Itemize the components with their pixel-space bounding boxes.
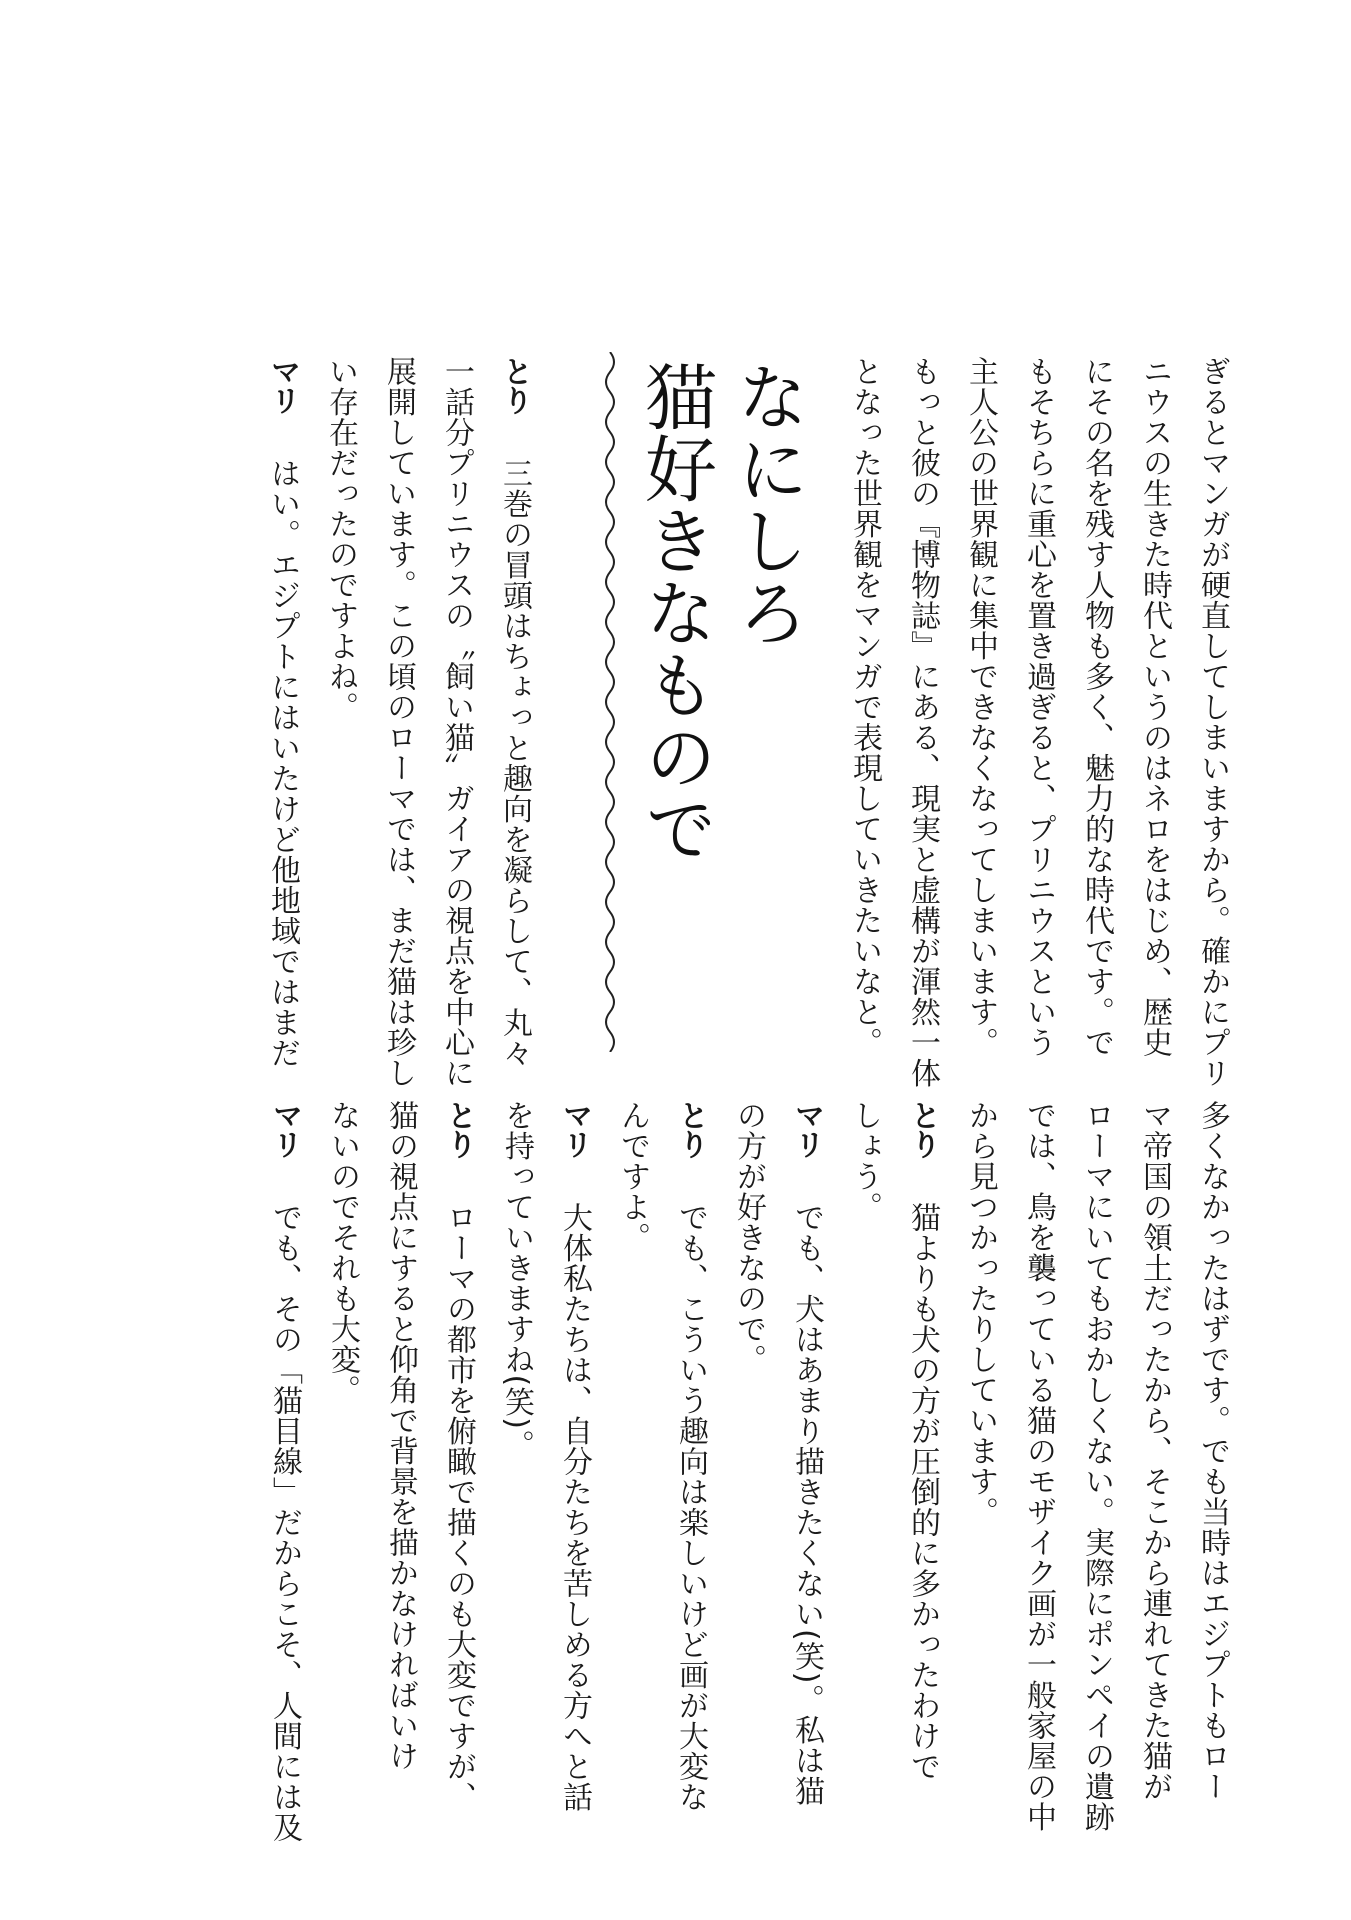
text-column: [382, 1100, 418, 1820]
text-column: [324, 1100, 360, 1820]
text-column: [846, 1100, 882, 1820]
dialogue-line: [672, 1100, 708, 1820]
column-text: ローマの都市を俯瞰で描くのも大変ですが、: [441, 1202, 476, 1812]
column-text: でも、その「猫目線」だからこそ、人間には及: [267, 1202, 302, 1843]
column-text: 展開しています。この頃のローマでは、まだ猫は珍し: [381, 356, 416, 1088]
text-column: [1020, 1100, 1056, 1832]
dialogue-line: [264, 356, 300, 1076]
column-text: 猫よりも犬の方が圧倒的に多かったわけで: [905, 1202, 940, 1782]
dialogue-line: [496, 356, 532, 1076]
text-column: [962, 1100, 998, 1820]
column-text: ないのでそれも大変。: [325, 1100, 360, 1405]
dialogue-line: [440, 1100, 476, 1820]
column-text: 三巻の冒頭はちょっと趣向を凝らして、丸々: [497, 458, 532, 1068]
column-text: マ帝国の領土だったから、そこから連れてきた猫が: [1137, 1100, 1172, 1802]
text-column: [322, 356, 358, 1076]
speaker-label: マリ: [265, 356, 300, 414]
text-column: [438, 356, 474, 1088]
heading-line-1: なにしろ: [725, 360, 809, 648]
speaker-label: マリ: [267, 1100, 302, 1158]
column-text: となった世界観をマンガで表現していきたいなと。: [847, 356, 882, 1058]
column-text: 猫の視点にすると仰角で背景を描かなければいけ: [383, 1100, 418, 1771]
column-text: もっと彼の『博物誌』にある、現実と虚構が渾然一体: [905, 356, 940, 1088]
column-text: を持っていきますね(笑)。: [499, 1100, 534, 1460]
text-column: [962, 356, 998, 1076]
column-text: から見つかったりしています。: [963, 1100, 998, 1527]
text-column: [380, 356, 416, 1088]
column-text: ニウスの生きた時代というのはネロをはじめ、歴史: [1137, 356, 1172, 1058]
text-column: [1136, 356, 1172, 1076]
dialogue-line: [266, 1100, 302, 1843]
speaker-label: とり: [441, 1100, 476, 1158]
text-column: [1078, 1100, 1114, 1832]
column-text: でも、こういう趣向は楽しいけど画が大変な: [673, 1202, 708, 1812]
dialogue-line: [904, 1100, 940, 1820]
text-column: [614, 1100, 650, 1820]
text-column: [730, 1100, 766, 1820]
text-column: [1136, 1100, 1172, 1820]
text-column: [1194, 356, 1230, 1088]
speaker-label: マリ: [557, 1100, 592, 1158]
column-text: もそちらに重心を置き過ぎると、プリニウスという: [1021, 356, 1056, 1058]
text-column: [1194, 1100, 1230, 1820]
speaker-label: とり: [497, 356, 532, 414]
text-column: [498, 1100, 534, 1820]
column-text: の方が好きなので。: [731, 1100, 766, 1375]
wavy-line: [606, 352, 614, 1052]
column-text: ぎるとマンガが硬直してしまいますから。確かにプリ: [1195, 356, 1230, 1088]
column-text: 多くなかったはずです。でも当時はエジプトもロー: [1195, 1100, 1230, 1802]
column-text: 一話分プリニウスの〝飼い猫〟ガイアの視点を中心に: [439, 356, 474, 1088]
column-text: はい。エジプトにはいたけど他地域ではまだ: [265, 458, 300, 1068]
speaker-label: とり: [905, 1100, 940, 1158]
speaker-label: マリ: [789, 1100, 824, 1158]
column-text: 大体私たちは、自分たちを苦しめる方へと話: [557, 1202, 592, 1812]
column-text: い存在だったのですよね。: [323, 356, 358, 722]
column-text: では、鳥を襲っている猫のモザイク画が一般家屋の中: [1021, 1100, 1056, 1832]
column-text: 主人公の世界観に集中できなくなってしまいます。: [963, 356, 998, 1058]
column-text: ローマにいてもおかしくない。実際にポンペイの遺跡: [1079, 1100, 1114, 1832]
dialogue-line: [788, 1100, 824, 1820]
text-column: [846, 356, 882, 1076]
text-column: [904, 356, 940, 1088]
wavy-divider: [598, 352, 622, 1052]
text-column: [1020, 356, 1056, 1076]
heading-line-2: 猫好きなもので: [633, 360, 717, 864]
speaker-label: とり: [673, 1100, 708, 1158]
column-text: でも、犬はあまり描きたくない(笑)。私は猫: [789, 1202, 824, 1806]
column-text: にその名を残す人物も多く、魅力的な時代です。で: [1079, 356, 1114, 1058]
text-column: [1078, 356, 1114, 1076]
column-text: んですよ。: [615, 1100, 650, 1253]
dialogue-line: [556, 1100, 592, 1820]
column-text: しょう。: [847, 1100, 882, 1222]
